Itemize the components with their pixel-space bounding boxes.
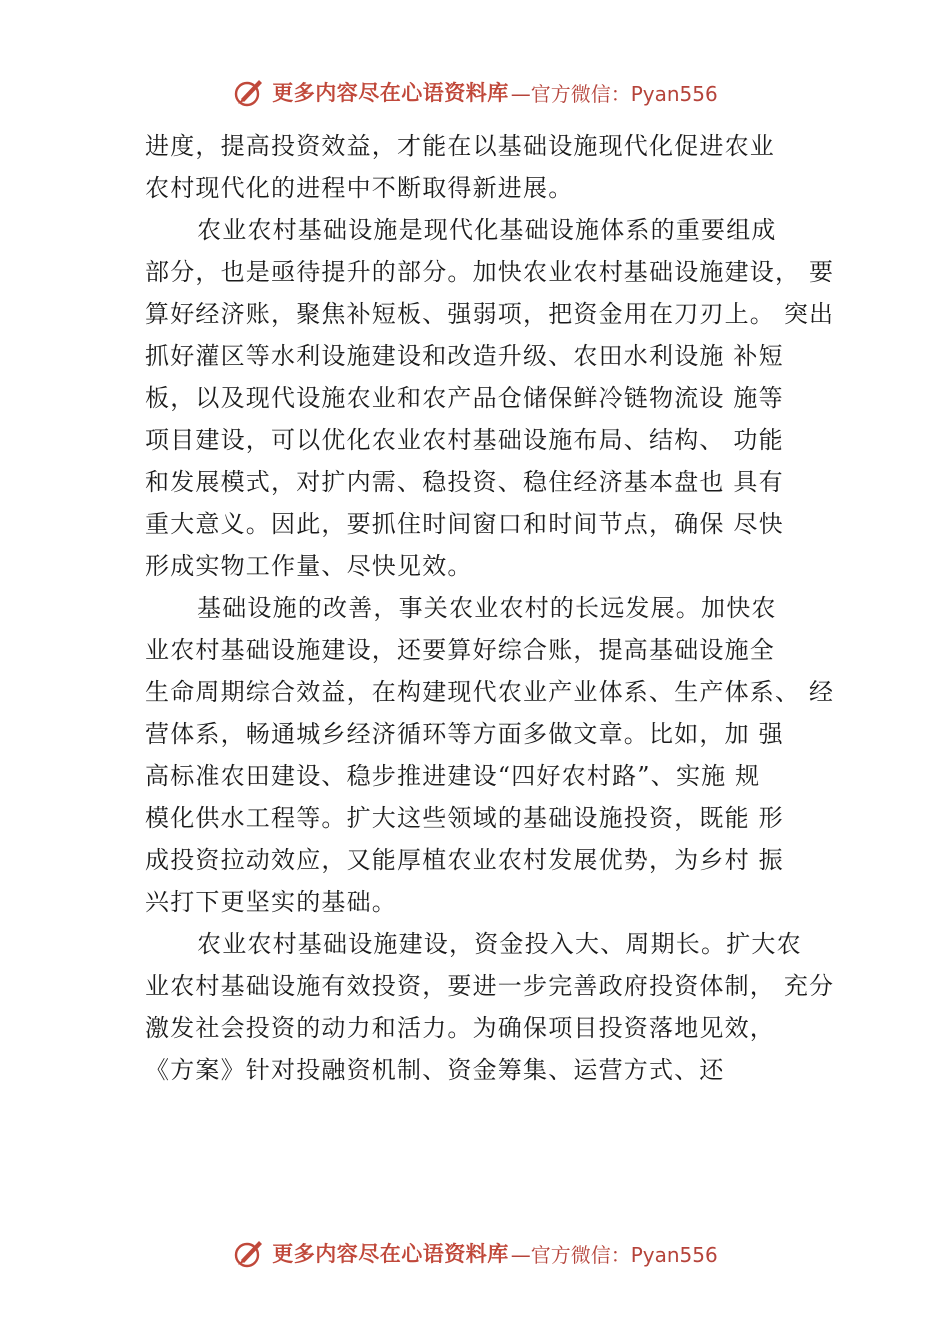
text-line: 和发展模式，对扩内需、稳投资、稳住经济基本盘也 具有 xyxy=(145,468,784,496)
text-line: 业农村基础设施建设，还要算好综合账，提高基础设施全 xyxy=(145,636,775,664)
text-line: 部分，也是亟待提升的部分。加快农业农村基础设施建设， 要 xyxy=(145,258,835,286)
text-line: 形成实物工作量、尽快见效。 xyxy=(145,552,473,580)
text-line: 重大意义。因此，要抓住时间窗口和时间节点，确保 尽快 xyxy=(145,510,784,538)
text-line: 成投资拉动效应，又能厚植农业农村发展优势，为乡村 振 xyxy=(145,846,784,874)
paragraph-start-line: 农业农村基础设施建设，资金投入大、周期长。扩大农 xyxy=(197,930,802,958)
text-line: 板，以及现代设施农业和农产品仓储保鲜冷链物流设 施等 xyxy=(145,384,784,412)
text-line: 营体系，畅通城乡经济循环等方面多做文章。比如，加 强 xyxy=(145,720,784,748)
text-line: 抓好灌区等水利设施建设和改造升级、农田水利设施 补短 xyxy=(145,342,784,370)
text-line: 业农村基础设施有效投资，要进一步完善政府投资体制， 充分 xyxy=(145,972,835,1000)
text-line: 农村现代化的进程中不断取得新进展。 xyxy=(145,174,574,202)
footer-watermark-banner xyxy=(0,1233,950,1273)
text-line: 进度，提高投资效益，才能在以基础设施现代化促进农业 xyxy=(145,132,775,160)
watermark-wechat-text: —官方微信：Pyan556 xyxy=(510,1242,718,1267)
quill-pen-logo-icon xyxy=(232,75,266,109)
paragraph-start-line: 农业农村基础设施是现代化基础设施体系的重要组成 xyxy=(197,216,777,244)
text-line: 项目建设，可以优化农业农村基础设施布局、结构、 功能 xyxy=(145,426,784,454)
text-line: 生命周期综合效益，在构建现代农业产业体系、生产体系、 经 xyxy=(145,678,835,706)
watermark-brand-text: 更多内容尽在心语资料库 xyxy=(272,1241,509,1266)
text-line: 算好经济账，聚焦补短板、强弱项，把资金用在刀刃上。 突出 xyxy=(145,300,835,328)
quill-pen-logo-icon xyxy=(232,1236,266,1270)
text-line: 模化供水工程等。扩大这些领域的基础设施投资，既能 形 xyxy=(145,804,784,832)
text-line: 《方案》针对投融资机制、资金筹集、运营方式、还 xyxy=(145,1056,725,1084)
text-line: 兴打下更坚实的基础。 xyxy=(145,888,397,916)
header-watermark-banner xyxy=(0,72,950,112)
article-body xyxy=(145,125,835,1091)
text-line: 激发社会投资的动力和活力。为确保项目投资落地见效， xyxy=(145,1014,775,1042)
text-line: 高标准农田建设、稳步推进建设“四好农村路”、实施 规 xyxy=(145,762,761,790)
paragraph-start-line: 基础设施的改善，事关农业农村的长远发展。加快农 xyxy=(197,594,777,622)
watermark-brand-text: 更多内容尽在心语资料库 xyxy=(272,80,509,105)
watermark-wechat-text: —官方微信：Pyan556 xyxy=(510,81,718,106)
